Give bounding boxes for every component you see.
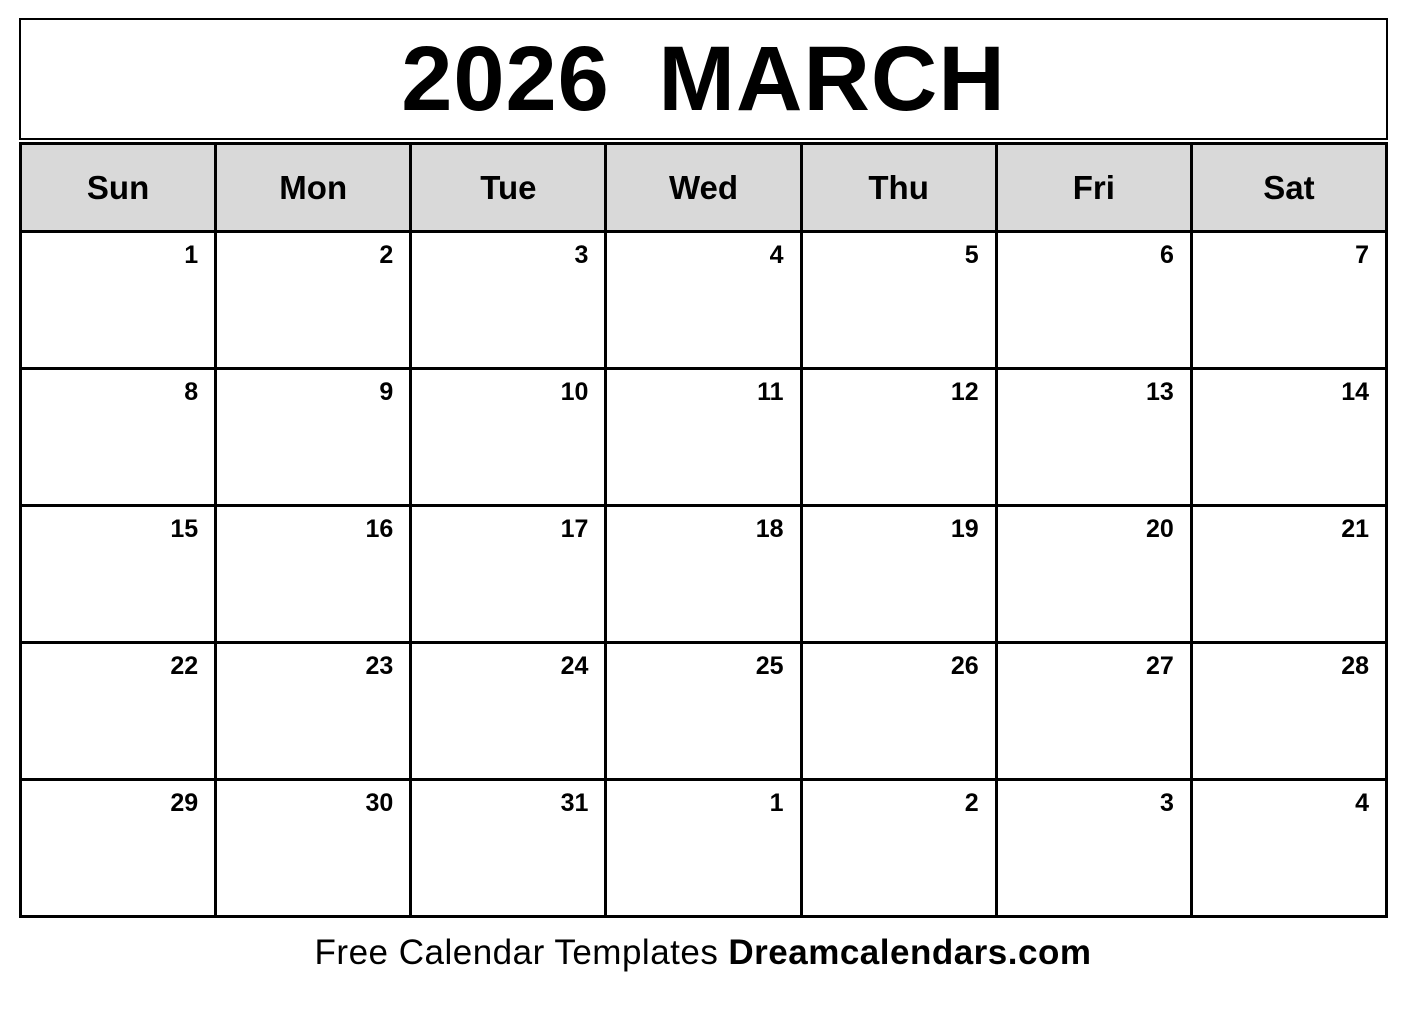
- calendar-title-box: [19, 18, 1388, 140]
- day-cell: [21, 506, 216, 643]
- day-cell: [216, 643, 411, 780]
- day-cell: [801, 780, 996, 917]
- weekday-header-fri: Fri: [996, 144, 1191, 232]
- week-row-5: [21, 780, 1387, 917]
- day-cell: [996, 506, 1191, 643]
- date-number: 14: [1341, 378, 1369, 406]
- calendar: [19, 18, 1388, 918]
- date-number: 18: [755, 515, 784, 543]
- date-number: 3: [574, 241, 589, 269]
- week-row-1: [21, 232, 1387, 369]
- week-row-4: [21, 643, 1387, 780]
- date-number: 4: [1355, 789, 1369, 817]
- footer: [0, 933, 1406, 973]
- date-number: 20: [1146, 515, 1174, 543]
- day-cell: [606, 780, 801, 917]
- date-number: 13: [1146, 378, 1174, 406]
- day-cell: [996, 232, 1191, 369]
- day-cell: [996, 780, 1191, 917]
- date-number: 22: [170, 652, 199, 680]
- date-number: 3: [1159, 789, 1174, 817]
- date-number: 15: [170, 515, 199, 543]
- footer-brand: Dreamcalendars.com: [728, 933, 1092, 972]
- date-number: 30: [365, 789, 394, 817]
- day-cell: [606, 369, 801, 506]
- week-row-2: [21, 369, 1387, 506]
- day-cell: [801, 643, 996, 780]
- day-cell: [1191, 369, 1386, 506]
- footer-label: Free Calendar Templates: [314, 933, 719, 972]
- day-cell: [1191, 643, 1386, 780]
- day-cell: [411, 369, 606, 506]
- day-cell: [606, 506, 801, 643]
- date-number: 27: [1146, 652, 1174, 680]
- date-number: 8: [184, 378, 199, 406]
- day-cell: [411, 506, 606, 643]
- date-number: 21: [1341, 515, 1369, 543]
- weekday-header-sun: Sun: [21, 144, 216, 232]
- weekday-header-row: [21, 144, 1387, 232]
- date-number: 16: [365, 515, 394, 543]
- date-number: 26: [950, 652, 979, 680]
- week-row-3: [21, 506, 1387, 643]
- date-number: 17: [560, 515, 589, 543]
- date-number: 29: [170, 789, 199, 817]
- day-cell: [801, 232, 996, 369]
- day-cell: [411, 780, 606, 917]
- date-number: 12: [950, 378, 979, 406]
- day-cell: [996, 643, 1191, 780]
- day-cell: [411, 643, 606, 780]
- day-cell: [216, 506, 411, 643]
- day-cell: [1191, 780, 1386, 917]
- date-number: 2: [379, 241, 394, 269]
- day-cell: [21, 232, 216, 369]
- date-number: 23: [365, 652, 394, 680]
- date-number: 2: [964, 789, 979, 817]
- date-number: 5: [964, 241, 979, 269]
- day-cell: [216, 232, 411, 369]
- date-number: 1: [184, 241, 199, 269]
- day-cell: [21, 780, 216, 917]
- weekday-header-tue: Tue: [411, 144, 606, 232]
- day-cell: [21, 369, 216, 506]
- weekday-header-thu: Thu: [801, 144, 996, 232]
- day-cell: [411, 232, 606, 369]
- calendar-title: 2026 MARCH: [401, 28, 1006, 130]
- day-cell: [1191, 232, 1386, 369]
- date-number: 19: [950, 515, 979, 543]
- date-number: 9: [379, 378, 394, 406]
- day-cell: [21, 643, 216, 780]
- date-number: 11: [757, 378, 784, 406]
- weekday-header-mon: Mon: [216, 144, 411, 232]
- date-number: 6: [1159, 241, 1174, 269]
- weekday-header-sat: Sat: [1191, 144, 1386, 232]
- date-number: 31: [560, 789, 589, 817]
- day-cell: [216, 780, 411, 917]
- date-number: 4: [769, 241, 784, 269]
- day-cell: [216, 369, 411, 506]
- day-cell: [1191, 506, 1386, 643]
- date-number: 10: [560, 378, 589, 406]
- calendar-grid: [19, 142, 1388, 918]
- date-number: 25: [755, 652, 784, 680]
- date-number: 24: [560, 652, 589, 680]
- day-cell: [801, 506, 996, 643]
- date-number: 28: [1341, 652, 1369, 680]
- day-cell: [606, 643, 801, 780]
- date-number: 1: [769, 789, 784, 817]
- day-cell: [801, 369, 996, 506]
- day-cell: [996, 369, 1191, 506]
- weekday-header-wed: Wed: [606, 144, 801, 232]
- date-number: 7: [1355, 241, 1369, 269]
- day-cell: [606, 232, 801, 369]
